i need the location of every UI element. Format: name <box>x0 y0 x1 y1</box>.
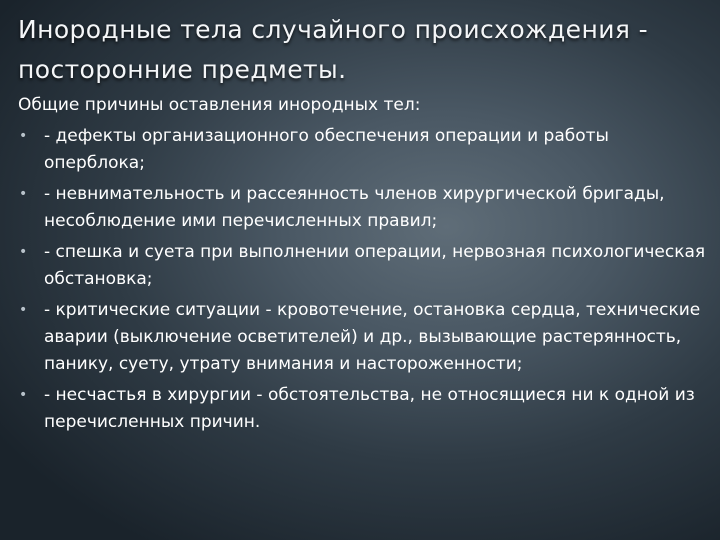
bullet-item <box>18 297 708 378</box>
bullet-text: - несчастья в хирургии - обстоятельства, не относящиеся ни к одной из перечисленных причин. <box>44 385 695 432</box>
bullet-item <box>18 239 708 293</box>
bullet-item <box>18 123 708 177</box>
bullet-text: - критические ситуации - кровотечение, остановка сердца, технические аварии (выключение осветителей) и др., вызывающие растерянность, панику, суету, утрату внимания и настороженности; <box>44 300 701 374</box>
bullet-item <box>18 382 708 436</box>
bullet-text: - невнимательность и рассеянность членов хирургической бригады, несоблюдение ими перечисленных правил; <box>44 184 665 231</box>
bullet-icon: • <box>19 244 28 260</box>
slide-body <box>18 92 708 436</box>
bullet-text: - спешка и суета при выполнении операции, нервозная психологическая обстановка; <box>44 242 706 289</box>
bullet-icon: • <box>19 387 28 403</box>
bullet-text: - дефекты организационного обеспечения операции и работы оперблока; <box>44 126 609 173</box>
bullet-item <box>18 181 708 235</box>
bullet-icon: • <box>19 186 28 202</box>
slide-title: Инородные тела случайного происхождения - посторонние предметы. <box>18 15 649 84</box>
intro-text: Общие причины оставления инородных тел: <box>18 95 421 115</box>
bullet-icon: • <box>19 302 28 318</box>
bullet-icon: • <box>19 128 28 144</box>
bullet-list <box>18 123 708 436</box>
